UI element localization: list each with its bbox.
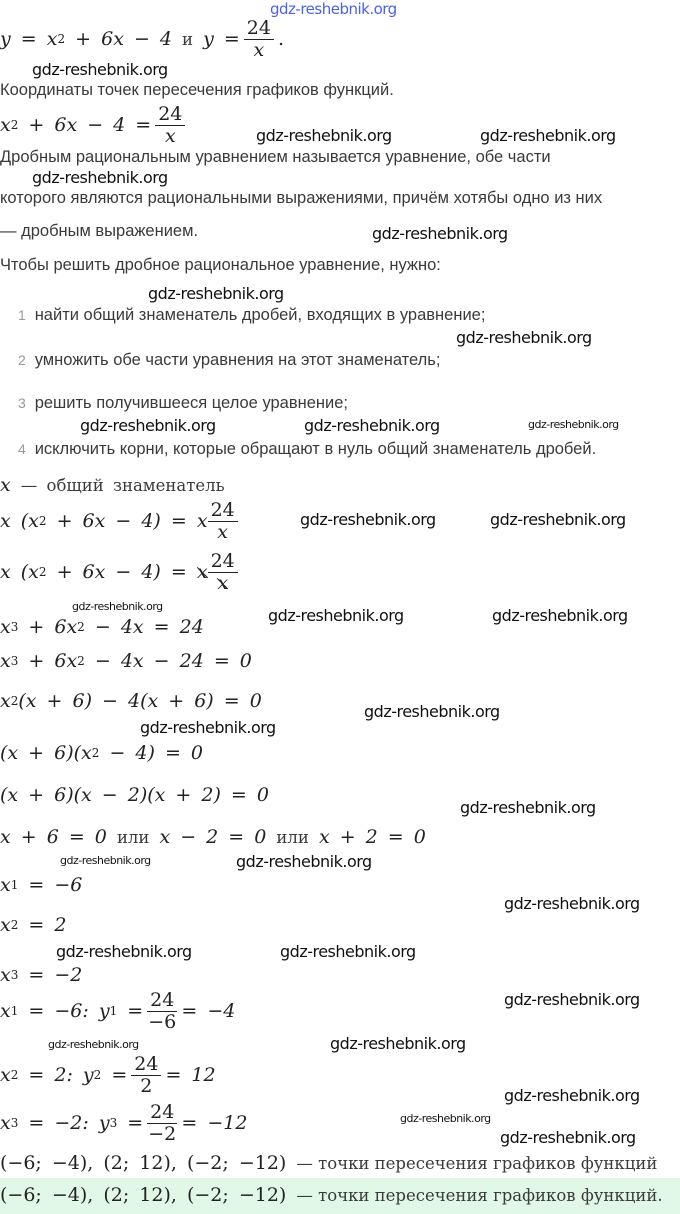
watermark: gdz-reshebnik.org [504,894,640,913]
list-text: найти общий знаменатель дробей, входящих в уравнение; [34,306,486,324]
math: x (x [0,510,39,533]
solution-step [0,616,204,638]
math: − 4) = 0 [109,742,204,764]
list-number: 2 [18,352,26,368]
fraction [208,551,238,594]
list-item [18,440,596,459]
solution-step [0,742,203,764]
math: + 6x − 4) = x [56,510,208,533]
math: x [0,1000,11,1023]
watermark: gdz-reshebnik.org [372,224,508,243]
math: 2 [10,918,19,932]
paragraph: — общий знаменатель [20,475,225,495]
math: + 6x − 4 [75,28,172,51]
root [0,964,82,986]
watermark: gdz-reshebnik.org [80,416,216,435]
math: 3 [10,620,19,634]
fraction [131,1054,161,1097]
math: 2 [10,118,19,133]
watermark: gdz-reshebnik.org [456,328,592,347]
definition-line: Дробным рациональным уравнением называется уравнение, обе части [0,148,551,166]
math: 3 [10,1116,19,1131]
definition-line: — дробным выражением. [0,222,199,240]
list-item [18,351,440,370]
math: x [0,1112,11,1135]
math: = 2 [28,914,67,936]
denominator-line [0,474,225,496]
math: = 12 [165,1064,216,1087]
list-text: умножить обе части уравнения на этот знаменатель; [34,351,441,369]
math: x [0,964,11,986]
denominator: x [217,520,229,543]
conjunction: или [116,827,150,847]
watermark: gdz-reshebnik.org [330,1034,466,1053]
watermark: gdz-reshebnik.org [528,418,619,431]
math: 3 [10,654,19,668]
math: 3 [109,1116,118,1131]
solution-step [0,690,262,712]
watermark: gdz-reshebnik.org [364,702,500,721]
math: x − 2 = 0 [159,826,267,848]
watermark: gdz-reshebnik.org [480,126,616,145]
math: y = [203,28,240,51]
paragraph: Координаты точек пересечения графиков функций. [0,81,394,99]
watermark: gdz-reshebnik.org [400,1112,491,1125]
watermark: gdz-reshebnik.org [504,990,640,1009]
denominator: 2 [140,1074,153,1097]
cancelled-term: x [196,561,208,584]
math: = −2: [28,1112,89,1135]
functions-equation [0,18,284,61]
definition-line: которого являются рациональными выражениями, причём хотябы одно из них [0,189,603,207]
watermark: gdz-reshebnik.org [148,284,284,303]
math: + 6x [28,616,78,638]
math: 2 [77,654,85,668]
watermark: gdz-reshebnik.org [56,942,192,961]
math: 2 [10,694,19,708]
math: . [277,28,285,51]
watermark: gdz-reshebnik.org [304,416,440,435]
numerator: 24 [244,18,274,40]
watermark: gdz-reshebnik.org [270,0,397,18]
math: 2 [57,32,66,47]
fraction [208,500,238,543]
math: y [82,1064,94,1087]
numerator: 24 [131,1054,161,1076]
watermark: gdz-reshebnik.org [460,798,596,817]
math: x (x [0,561,39,584]
final-answer [0,1184,663,1206]
numerator: 24 [147,990,177,1012]
math: (−6; −4), (2; 12), (−2; −12) [0,1152,287,1174]
watermark: gdz-reshebnik.org [60,854,151,867]
solution-step [0,500,242,543]
math: = [127,1112,144,1135]
math: 1 [10,1004,19,1019]
math: − 4x − 24 = 0 [94,650,252,672]
cancelled-term: x [217,571,229,594]
paragraph: — точки пересечения графиков функций [296,1153,658,1173]
math: x [0,690,11,712]
fraction [155,104,185,147]
math: 3 [10,968,19,982]
math: x [0,914,11,936]
math: x + 6 = 0 [0,826,107,848]
list-item [18,394,348,413]
math: (x + 6) − 4(x + 6) = 0 [18,690,262,712]
watermark: gdz-reshebnik.org [280,942,416,961]
watermark: gdz-reshebnik.org [490,510,626,529]
math: 2 [10,1068,19,1083]
root [0,874,82,896]
denominator: x [253,38,265,61]
math: 2 [91,746,100,760]
fraction [147,990,177,1033]
watermark: gdz-reshebnik.org [72,600,163,613]
math: x [0,616,11,638]
steps-intro: Чтобы решить дробное рациональное уравнение, нужно: [0,256,441,274]
watermark: gdz-reshebnik.org [32,168,168,187]
solution-step [0,650,252,672]
math: x [0,874,11,896]
math: x [0,114,11,137]
denominator: −6 [148,1010,177,1033]
solution-step [0,551,242,594]
list-text: решить получившееся целое уравнение; [34,394,349,412]
answer-line [0,1152,657,1174]
math: = −4 [181,1000,236,1023]
numerator: 24 [147,1102,177,1124]
solution-step [0,784,269,806]
y-value [0,990,235,1033]
watermark: gdz-reshebnik.org [300,510,436,529]
y-value [0,1054,216,1097]
math: 1 [10,878,19,892]
math: + 6x [28,650,78,672]
watermark: gdz-reshebnik.org [140,718,276,737]
math: (−6; −4), (2; 12), (−2; −12) [0,1184,287,1206]
watermark: gdz-reshebnik.org [500,1128,636,1147]
math: + 6x − 4 = [28,114,152,137]
math: x [0,650,11,672]
numerator: 24 [208,551,238,573]
y-value [0,1102,247,1145]
solution-step [0,826,426,848]
watermark: gdz-reshebnik.org [48,1038,139,1051]
math: = [111,1064,128,1087]
conjunction: и [182,29,194,49]
math: = [127,1000,144,1023]
math: 2 [38,565,47,580]
main-equation [0,104,189,147]
watermark: gdz-reshebnik.org [32,60,168,79]
list-number: 4 [18,441,26,457]
watermark: gdz-reshebnik.org [492,606,628,625]
math: y [98,1000,110,1023]
math: 2 [38,514,47,529]
root [0,914,66,936]
list-number: 3 [18,395,26,411]
fraction [147,1102,177,1145]
math: = −12 [181,1112,248,1135]
list-item [18,306,485,325]
math: − 4x = 24 [94,616,204,638]
math: y = x [0,28,58,51]
math: + 6x − 4) = [56,561,187,584]
watermark: gdz-reshebnik.org [268,606,404,625]
math: = −6: [28,1000,89,1023]
math: = −6 [28,874,83,896]
numerator: 24 [208,500,238,522]
numerator: 24 [155,104,185,126]
watermark: gdz-reshebnik.org [256,126,392,145]
math: 2 [93,1068,102,1083]
math: = −2 [28,964,83,986]
watermark: gdz-reshebnik.org [504,1086,640,1105]
list-text: исключить корни, которые обращают в нуль общий знаменатель дробей. [34,440,597,458]
math: (x + 6)(x − 2)(x + 2) = 0 [0,784,269,806]
math: (x + 6)(x [0,742,92,764]
denominator: −2 [148,1122,177,1145]
math: x [0,1064,11,1087]
math: 1 [109,1004,118,1019]
math: x [0,474,11,496]
math: y [98,1112,110,1135]
denominator: x [164,124,176,147]
fraction [244,18,274,61]
math: = 2: [28,1064,73,1087]
conjunction: или [276,827,309,847]
list-number: 1 [18,307,26,323]
paragraph: — точки пересечения графиков функций. [296,1185,663,1205]
math: x + 2 = 0 [318,826,426,848]
math: 2 [77,620,85,634]
watermark: gdz-reshebnik.org [236,852,372,871]
